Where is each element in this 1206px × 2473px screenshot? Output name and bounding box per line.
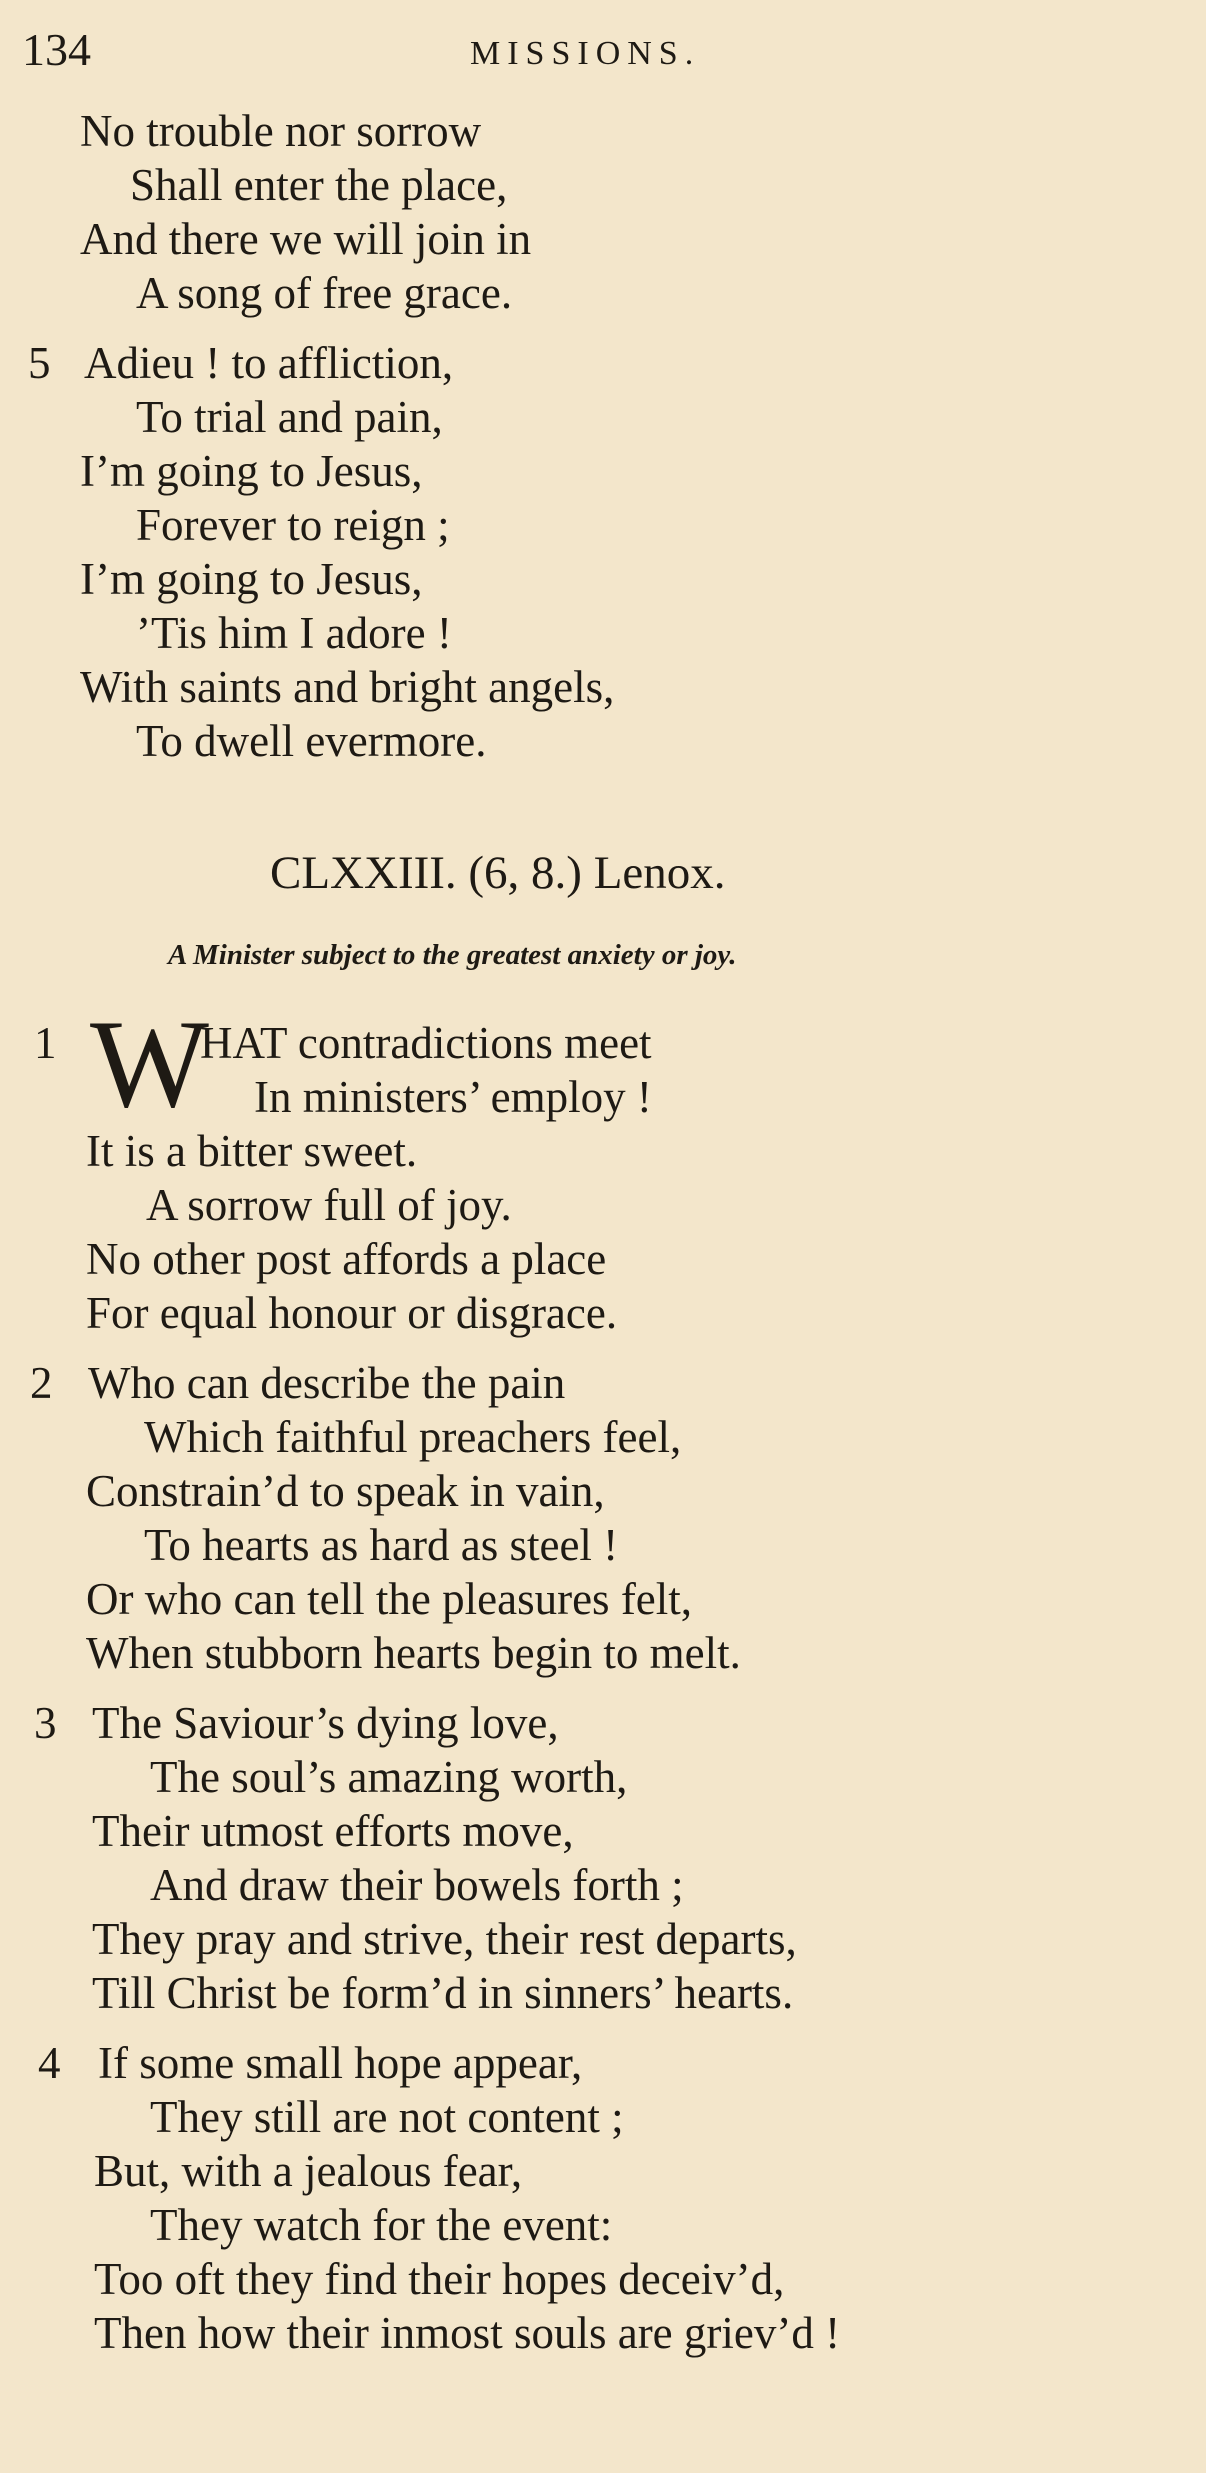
verse-line: Adieu ! to affliction, [84,338,454,388]
verse-line: No other post affords a place [86,1234,607,1284]
verse-line: No trouble nor sorrow [80,106,482,156]
verse-line: But, with a jealous fear, [94,2146,523,2196]
verse-line: And there we will join in [80,214,532,264]
stanza-number: 3 [34,1698,57,1748]
verse-line: For equal honour or disgrace. [86,1288,618,1338]
verse-line: They still are not content ; [150,2092,624,2142]
verse-line: I’m going to Jesus, [80,446,423,496]
hymn-subtitle: A Minister subject to the greatest anxiety or joy. [168,939,737,971]
verse-line: To dwell evermore. [136,716,487,766]
stanza-number: 5 [28,338,51,388]
verse-line: Then how their inmost souls are griev’d ! [94,2308,841,2358]
running-head: MISSIONS. [470,35,701,72]
verse-line: Or who can tell the pleasures felt, [86,1574,693,1624]
verse-line: It is a bitter sweet. [86,1126,418,1176]
hymn-title: CLXXIII. (6, 8.) Lenox. [270,847,726,899]
verse-line: With saints and bright angels, [80,662,615,712]
verse-line: Shall enter the place, [130,160,508,210]
verse-line: Constrain’d to speak in vain, [86,1466,605,1516]
verse-line: And draw their bowels forth ; [150,1860,684,1910]
verse-line: ’Tis him I adore ! [136,608,452,658]
verse-line: HAT contradictions meet [200,1018,652,1068]
verse-line: To trial and pain, [136,392,443,442]
stanza-number: 1 [34,1018,57,1068]
drop-cap: W [90,995,209,1134]
verse-line: Their utmost efforts move, [92,1806,574,1856]
verse-line: In ministers’ employ ! [254,1072,652,1122]
verse-line: To hearts as hard as steel ! [144,1520,619,1570]
verse-line: The soul’s amazing worth, [150,1752,628,1802]
verse-line: A song of free grace. [136,268,513,318]
verse-line: When stubborn hearts begin to melt. [86,1628,741,1678]
verse-line: Who can describe the pain [88,1358,566,1408]
verse-line: Forever to reign ; [136,500,450,550]
verse-line: They watch for the event: [150,2200,613,2250]
verse-line: I’m going to Jesus, [80,554,423,604]
verse-line: The Saviour’s dying love, [92,1698,559,1748]
verse-line: Which faithful preachers feel, [144,1412,682,1462]
verse-line: If some small hope appear, [98,2038,583,2088]
page-number: 134 [22,24,91,75]
verse-line: Too oft they find their hopes deceiv’d, [94,2254,785,2304]
verse-line: A sorrow full of joy. [146,1180,512,1230]
stanza-number: 2 [30,1358,53,1408]
verse-line: They pray and strive, their rest departs, [92,1914,797,1964]
verse-line: Till Christ be form’d in sinners’ hearts. [92,1968,794,2018]
stanza-number: 4 [38,2038,61,2088]
